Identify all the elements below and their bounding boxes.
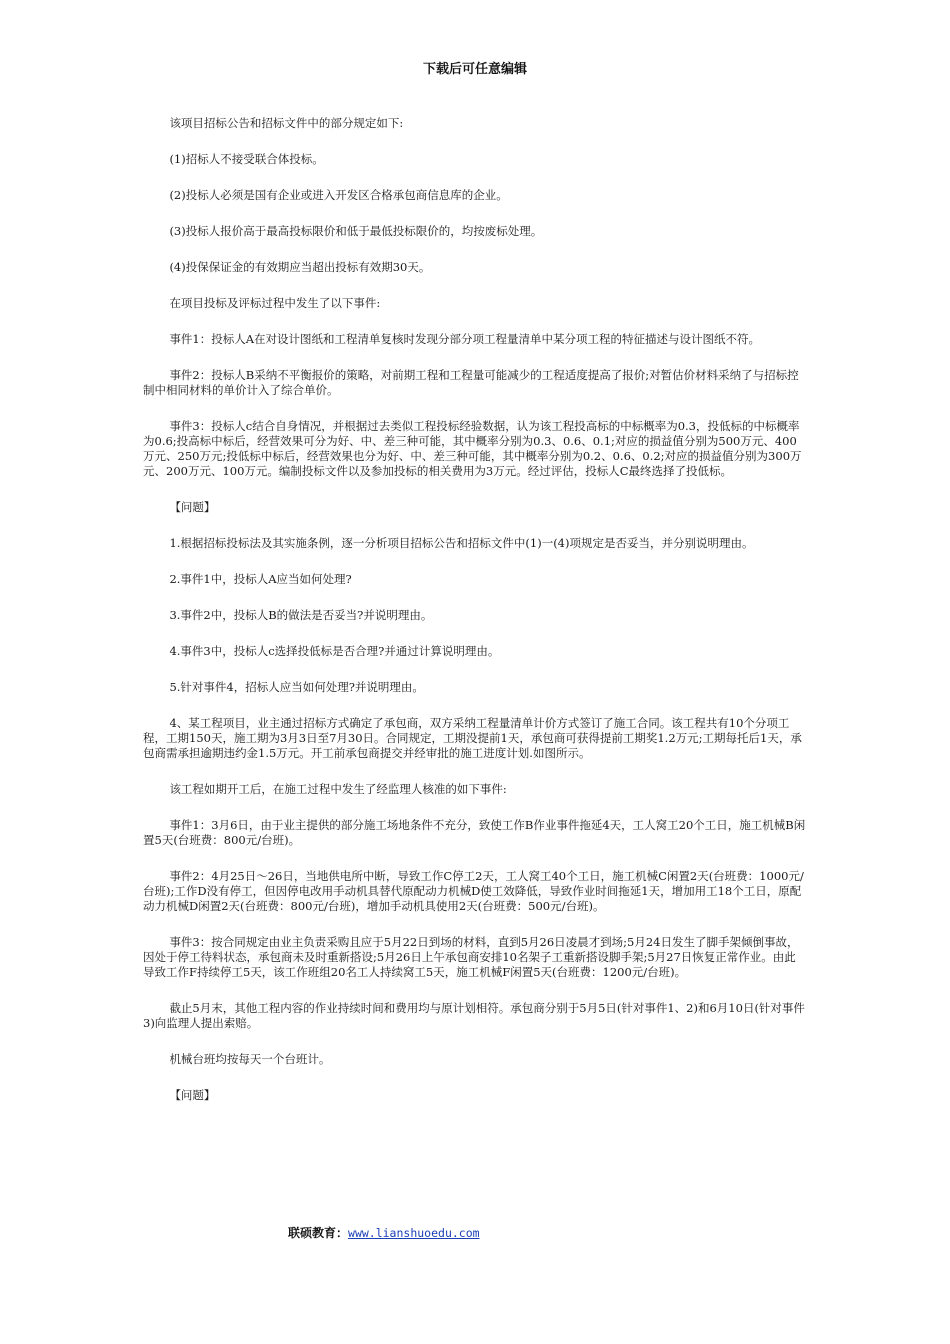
paragraph: (1)招标人不接受联合体投标。	[169, 152, 324, 166]
footer-website-link[interactable]: www.lianshuoedu.com	[348, 1226, 480, 1240]
paragraph: 事件1：3月6日，由于业主提供的部分施工场地条件不充分，致使工作B作业事件拖延4天，工人窝工20个工日，施工机械B闲置5天(台班费：800元/台班)。	[143, 818, 806, 847]
footer-label: 联硕教育：	[288, 1226, 349, 1240]
section-heading: 【问题】	[169, 500, 216, 514]
paragraph: (3)投标人报价高于最高投标限价和低于最低投标限价的，均按废标处理。	[169, 224, 543, 238]
question-item: 2.事件1中，投标人A应当如何处理?	[169, 572, 352, 586]
paragraph: 在项目投标及评标过程中发生了以下事件:	[169, 296, 381, 310]
paragraph: 事件3：投标人c结合自身情况，并根据过去类似工程投标经验数据，认为该工程投高标的中标概率为0.3，投低标的中标概率为0.6;投高标中标后，经营效果可分为好、中、差三种可能，其中概率分别为0.3、0.6、0.1;对应的损益值分别为500万元、400万元、250万元;投低标中标后，经营效果也分为好、中、差三种可能，其中概率分别为0.2、0.6、0.2;对应的损益值分别为300万元、200万元、100万元。编制投标文件以及参加投标的相关费用为3万元。经过评估，投标人C最终选择了投低标。	[143, 419, 802, 478]
paragraph: 事件3：按合同规定由业主负责采购且应于5月22日到场的材料，直到5月26日凌晨才到场;5月24日发生了脚手架倾倒事故，因处于停工待料状态，承包商未及时重新搭设;5月26日上午承包商安排10名架子工重新搭设脚手架;5月27日恢复正常作业。由此导致工作F持续停工5天，该工作班组20名工人持续窝工5天，施工机械F闲置5天(台班费：1200元/台班)。	[143, 935, 799, 979]
question-item: 3.事件2中，投标人B的做法是否妥当?并说明理由。	[169, 608, 433, 622]
section-heading: 【问题】	[169, 1088, 216, 1102]
question-item: 1.根据招标投标法及其实施条例，逐一分析项目招标公告和招标文件中(1)一(4)项规定是否妥当，并分别说明理由。	[169, 536, 754, 550]
paragraph: 事件2：投标人B采纳不平衡报价的策略，对前期工程和工程量可能减少的工程适度提高了报价;对暂估价材料采纳了与招标控制中相同材料的单价计入了综合单价。	[143, 368, 799, 397]
paragraph: 事件1：投标人A在对设计图纸和工程清单复核时发现分部分项工程量清单中某分项工程的特征描述与设计图纸不符。	[169, 332, 761, 346]
document-body	[143, 116, 807, 1103]
paragraph: (2)投标人必须是国有企业或进入开发区合格承包商信息库的企业。	[169, 188, 508, 202]
page-footer	[288, 1224, 480, 1241]
paragraph: 截止5月末，其他工程内容的作业持续时间和费用均与原计划相符。承包商分别于5月5日(针对事件1、2)和6月10日(针对事件3)向监理人提出索赔。	[143, 1001, 805, 1030]
paragraph: 机械台班均按每天一个台班计。	[169, 1052, 331, 1066]
paragraph: 4、某工程项目，业主通过招标方式确定了承包商，双方采纳工程量清单计价方式签订了施工合同。该工程共有10个分项工程，工期150天，施工期为3月3日至7月30日。合同规定，工期没提前1天，承包商可获得提前工期奖1.2万元;工期每托后1天，承包商需承担逾期违约金1.5万元。开工前承包商提交并经审批的施工进度计划.如图所示。	[143, 716, 802, 760]
paragraph: 事件2：4月25日～26日，当地供电所中断，导致工作C停工2天，工人窝工40个工日，施工机械C闲置2天(台班费：1000元/台班);工作D没有停工，但因停电改用手动机具替代原配动力机械D使工效降低，导致作业时间拖延1天，增加用工18个工日，原配动力机械D闲置2天(台班费：800元/台班)，增加手动机具使用2天(台班费：500元/台班)。	[143, 869, 804, 913]
paragraph: 该项目招标公告和招标文件中的部分规定如下:	[169, 116, 404, 130]
question-item: 5.针对事件4，招标人应当如何处理?并说明理由。	[169, 680, 424, 694]
paragraph: (4)投保保证金的有效期应当超出投标有效期30天。	[169, 260, 431, 274]
question-item: 4.事件3中，投标人c选择投低标是否合理?并通过计算说明理由。	[169, 644, 500, 658]
page-header: 下载后可任意编辑	[422, 62, 527, 77]
paragraph: 该工程如期开工后，在施工过程中发生了经监理人核准的如下事件:	[169, 782, 507, 796]
